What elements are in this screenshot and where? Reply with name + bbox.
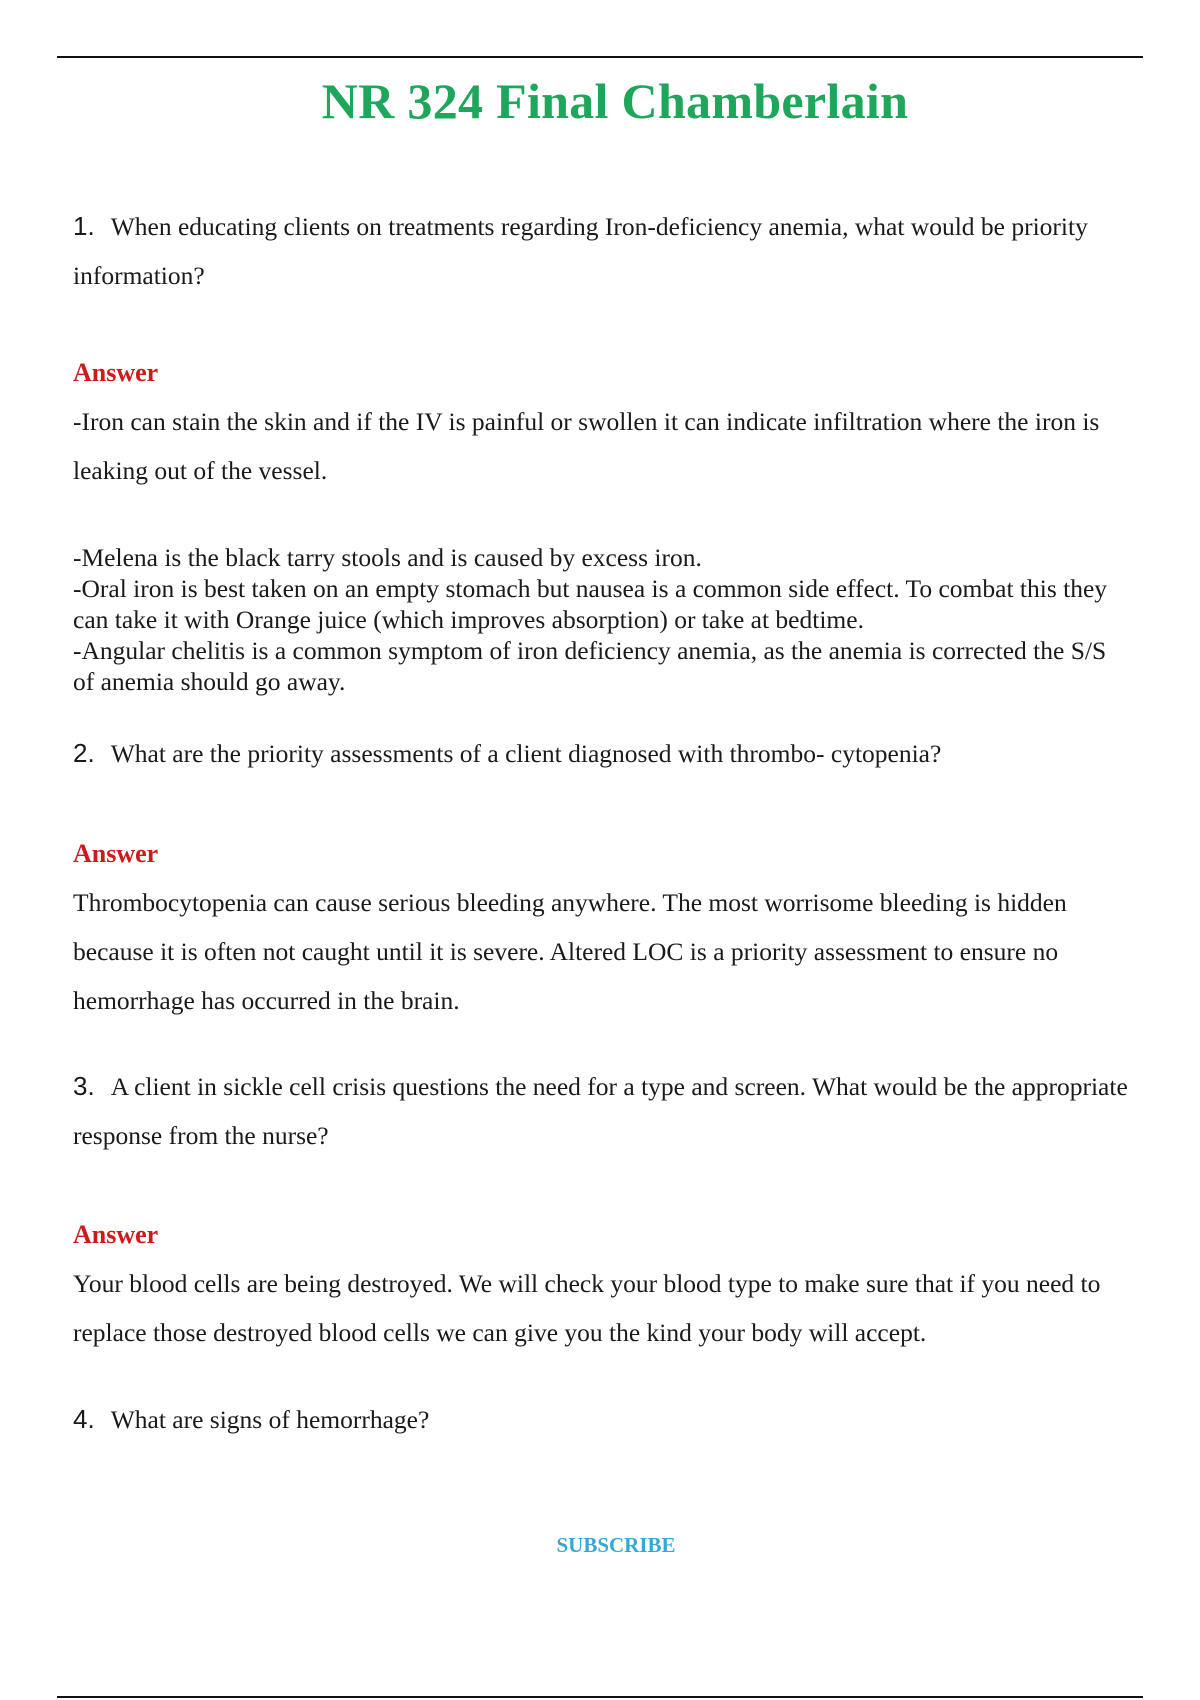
answer-label-3: Answer <box>73 1220 159 1249</box>
answer-label-2: Answer <box>73 839 159 868</box>
answer-text-1: -Iron can stain the skin and if the IV is painful or swollen it can indicate infiltration where the iron is leaking out of the vessel. <box>73 407 1100 485</box>
answer-text-3: Your blood cells are being destroyed. We will check your blood type to make sure that if you need to replace those destroyed blood cells we can give you the kind your body will accept. <box>73 1269 1101 1347</box>
question-text: When educating clients on treatments regarding Iron-deficiency anemia, what would be priority information? <box>73 212 1088 290</box>
answer-text-2: Thrombocytopenia can cause serious bleeding anywhere. The most worrisome bleeding is hidden because it is often not caught until it is severe. Altered LOC is a priority assessment to ensure no hemorrhage has occurred in the brain. <box>73 888 1067 1015</box>
question-number: 2. <box>73 738 95 768</box>
page-title: NR 324 Final Chamberlain <box>321 73 909 129</box>
answer-line: -Oral iron is best taken on an empty stomach but nausea is a common side effect. To combat this they can take it with Orange juice (which improves absorption) or take at bedtime. <box>73 574 1108 634</box>
bottom-rule <box>57 1696 1143 1698</box>
question-text: What are signs of hemorrhage? <box>110 1405 430 1434</box>
answer-line: -Melena is the black tarry stools and is caused by excess iron. <box>73 543 702 572</box>
question-4 <box>73 1395 1133 1444</box>
question-3 <box>73 1062 1133 1160</box>
question-2 <box>73 729 1133 778</box>
answer-line: -Angular chelitis is a common symptom of iron deficiency anemia, as the anemia is corrected the S/S of anemia should go away. <box>73 636 1107 696</box>
question-1 <box>73 202 1133 300</box>
answer-list-1 <box>73 542 1133 697</box>
question-number: 3. <box>73 1071 95 1101</box>
question-text: What are the priority assessments of a client diagnosed with thrombo- cytopenia? <box>110 739 942 768</box>
subscribe-link[interactable]: SUBSCRIBE <box>556 1533 676 1557</box>
question-text: A client in sickle cell crisis questions the need for a type and screen. What would be the appropriate response from the nurse? <box>73 1072 1128 1150</box>
top-rule <box>57 56 1143 58</box>
question-number: 4. <box>73 1404 95 1434</box>
answer-label-1: Answer <box>73 358 159 387</box>
question-number: 1. <box>73 211 95 241</box>
